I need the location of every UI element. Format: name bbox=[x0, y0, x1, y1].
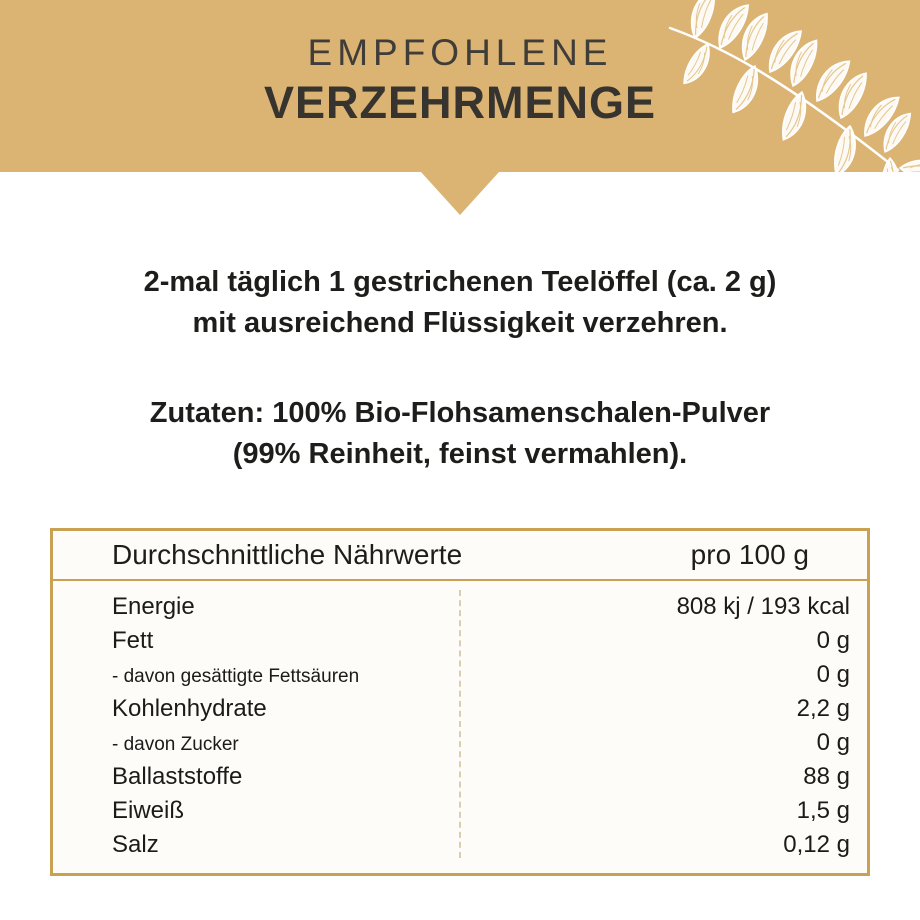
row-value: 88 g bbox=[803, 763, 850, 790]
table-column-divider bbox=[459, 590, 461, 858]
row-value: 0 g bbox=[816, 661, 850, 688]
row-label: Fett bbox=[112, 627, 154, 654]
dosage-instructions bbox=[0, 262, 920, 344]
ingredients-line1: Zutaten: 100% Bio-Flohsamenschalen-Pulver bbox=[149, 397, 771, 429]
dosage-line2: mit ausreichend Flüssigkeit verzehren. bbox=[192, 307, 728, 339]
row-value: 1,5 g bbox=[796, 797, 850, 824]
row-value: 808 kj / 193 kcal bbox=[676, 593, 850, 620]
banner bbox=[0, 0, 920, 172]
olive-branch-icon bbox=[660, 0, 920, 172]
ingredients-text bbox=[0, 393, 920, 475]
table-header-label: Durchschnittliche Nährwerte bbox=[112, 539, 463, 570]
nutrition-table bbox=[50, 528, 870, 876]
row-value: 0,12 g bbox=[783, 831, 850, 858]
row-label: - davon gesättigte Fettsäuren bbox=[112, 666, 360, 687]
nutrition-table-body bbox=[53, 581, 867, 873]
row-label: Energie bbox=[112, 593, 195, 620]
row-label: Eiweiß bbox=[112, 797, 185, 824]
ingredients-line2: (99% Reinheit, feinst vermahlen). bbox=[232, 438, 688, 470]
banner-title-line2: VERZEHRMENGE bbox=[263, 77, 657, 128]
row-value: 0 g bbox=[816, 729, 850, 756]
dosage-line1: 2-mal täglich 1 gestrichenen Teelöffel (ca. 2 g) bbox=[143, 266, 777, 298]
row-label: Ballaststoffe bbox=[112, 763, 243, 790]
banner-notch-triangle bbox=[421, 172, 499, 215]
row-label: - davon Zucker bbox=[112, 734, 239, 755]
banner-title-line1: EMPFOHLENE bbox=[307, 32, 613, 73]
row-value: 2,2 g bbox=[796, 695, 850, 722]
row-label: Salz bbox=[112, 831, 159, 858]
nutrition-table-header bbox=[53, 531, 867, 581]
row-value: 0 g bbox=[816, 627, 850, 654]
table-header-amount: pro 100 g bbox=[690, 539, 809, 570]
row-label: Kohlenhydrate bbox=[112, 695, 267, 722]
